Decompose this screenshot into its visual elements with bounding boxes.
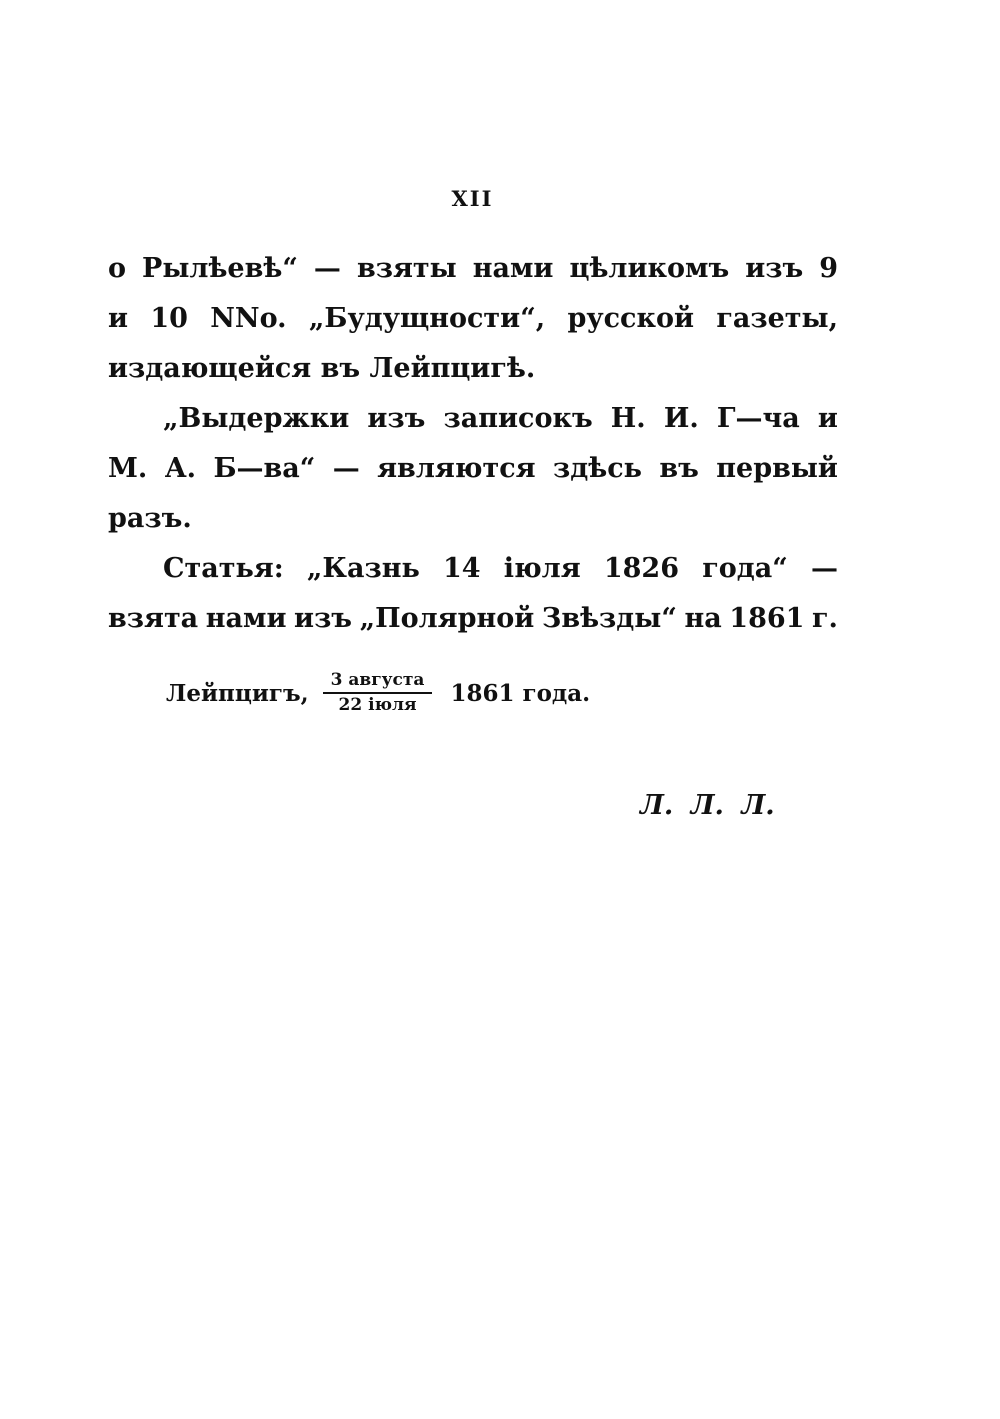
word: первый (716, 453, 838, 484)
word: и (108, 303, 129, 334)
word: „Полярной (359, 603, 535, 634)
word: Звѣзды“ (541, 603, 677, 634)
word: на (684, 603, 722, 634)
date-old-style: 22 іюля (338, 695, 417, 715)
word: здѣсь (553, 453, 642, 484)
word: взята (108, 603, 199, 634)
paragraph-2-line-1 (108, 394, 838, 444)
word: 1826 (603, 553, 680, 584)
page-number: XII (451, 186, 494, 211)
line-6-text: разъ. (108, 503, 192, 534)
signature: Л. Л. Л. (640, 790, 775, 821)
word: записокъ (443, 403, 593, 434)
paragraph-2-line-2 (108, 444, 838, 494)
date-new-style: 3 августа (323, 671, 433, 694)
word: — (313, 253, 341, 284)
paragraph-3-line-1 (108, 544, 838, 594)
dateline-year: 1861 года. (450, 679, 591, 707)
word: изъ (745, 253, 804, 284)
word: 1861 (729, 603, 805, 634)
word: Рылѣевѣ“ (142, 253, 298, 284)
paragraph-2-line-3 (108, 494, 838, 544)
word: цѣликомъ (569, 253, 730, 284)
word: — (810, 553, 838, 584)
word: М. (108, 453, 148, 484)
word: и (817, 403, 838, 434)
word: газеты, (716, 303, 838, 334)
word: Н. (610, 403, 646, 434)
word: изъ (294, 603, 353, 634)
word: Г—ча (716, 403, 800, 434)
word: являются (377, 453, 536, 484)
word: изъ (367, 403, 426, 434)
word: русской (567, 303, 695, 334)
word: — (332, 453, 360, 484)
word: нами (472, 253, 554, 284)
dateline (166, 668, 590, 718)
paragraph-1-line-1 (108, 244, 838, 294)
word: 10 (150, 303, 188, 334)
word: „Выдержки (163, 403, 350, 434)
word: 9 (819, 253, 838, 284)
word: И. (663, 403, 699, 434)
word: Статья: (163, 553, 284, 584)
word: А. (164, 453, 197, 484)
dateline-place: Лейпцигъ, (166, 679, 309, 707)
word: нами (205, 603, 287, 634)
word: г. (812, 603, 838, 634)
word: „Казнь (306, 553, 420, 584)
paragraph-1-line-2 (108, 294, 838, 344)
word: іюля (503, 553, 581, 584)
paragraph-3-line-2 (108, 594, 838, 644)
date-fraction (323, 671, 433, 715)
paragraph-1-line-3 (108, 344, 838, 394)
word: о (108, 253, 127, 284)
word: „Будущности“, (308, 303, 546, 334)
body-text (108, 244, 838, 644)
word: Б—ва“ (213, 453, 316, 484)
word: взяты (356, 253, 457, 284)
line-3-text: издающейся въ Лейпцигѣ. (108, 353, 536, 384)
word: въ (659, 453, 699, 484)
word: NNo. (210, 303, 287, 334)
word: года“ (702, 553, 788, 584)
word: 14 (442, 553, 481, 584)
